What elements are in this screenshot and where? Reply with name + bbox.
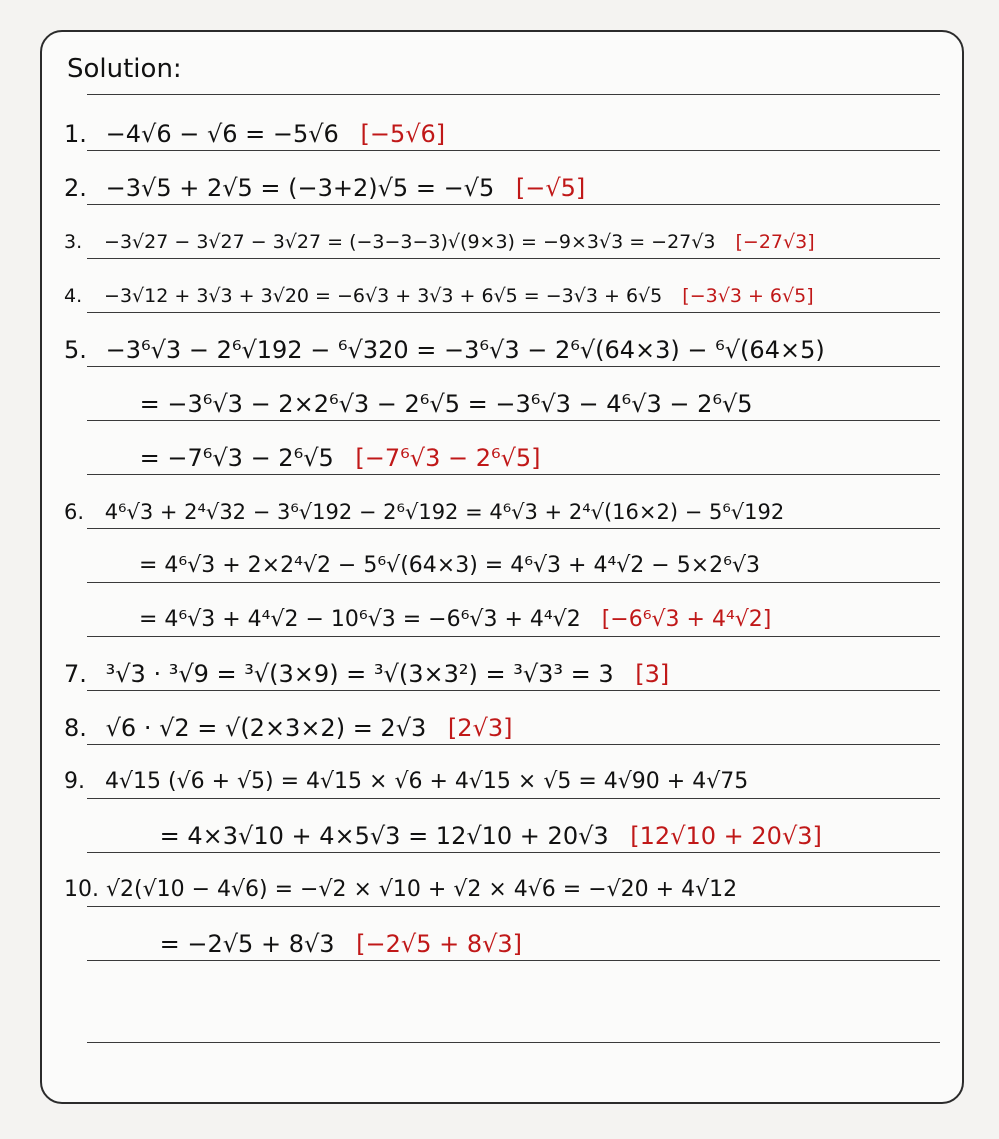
item-number: 1. <box>64 120 87 148</box>
work-expression: 4√15 (√6 + √5) = 4√15 × √6 + 4√15 × √5 = 4√90 + 4√75 <box>105 769 749 794</box>
solution-line-9 <box>64 767 762 797</box>
final-answer: [−3√3 + 6√5] <box>682 285 814 307</box>
item-number: 7. <box>64 660 87 688</box>
solution-line-5c <box>98 443 541 473</box>
ruled-line <box>87 636 940 637</box>
solution-line-5 <box>64 335 839 365</box>
final-answer: [2√3] <box>447 714 513 742</box>
notebook-page <box>40 30 964 1104</box>
ruled-line <box>87 258 940 259</box>
item-number: 4. <box>64 285 83 307</box>
item-number: 8. <box>64 714 87 742</box>
work-expression: −3√12 + 3√3 + 3√20 = −6√3 + 3√3 + 6√5 = −3√3 + 6√5 <box>104 285 663 307</box>
ruled-line <box>87 150 940 151</box>
ruled-line <box>87 960 940 961</box>
solution-line-4 <box>64 281 814 311</box>
solution-line-10 <box>64 875 751 905</box>
ruled-line <box>87 366 940 367</box>
ruled-line <box>87 420 940 421</box>
solution-line-7 <box>64 659 669 689</box>
final-answer: [3] <box>635 660 670 688</box>
final-answer: [12√10 + 20√3] <box>630 822 822 850</box>
ruled-line <box>87 744 940 745</box>
solution-line-9b <box>118 821 822 851</box>
work-expression: = 4⁶√3 + 2×2⁴√2 − 5⁶√(64×3) = 4⁶√3 + 4⁴√2 − 5×2⁶√3 <box>139 553 760 578</box>
ruled-line <box>87 474 940 475</box>
ruled-line <box>87 312 940 313</box>
work-expression: = −2√5 + 8√3 <box>159 930 335 958</box>
final-answer: [−5√6] <box>360 120 446 148</box>
solution-line-1 <box>64 119 445 149</box>
final-answer: [−7⁶√3 − 2⁶√5] <box>355 444 541 472</box>
solution-line-5b <box>98 389 767 419</box>
solution-heading: Solution: <box>67 54 182 84</box>
solution-line-6b <box>98 551 774 581</box>
solution-line-3 <box>64 227 815 257</box>
ruled-line <box>87 528 940 529</box>
work-expression: 4⁶√3 + 2⁴√32 − 3⁶√192 − 2⁶√192 = 4⁶√3 + 2⁴√(16×2) − 5⁶√192 <box>104 500 785 524</box>
item-number: 6. <box>64 500 85 524</box>
item-number: 9. <box>64 769 85 794</box>
solution-line-8 <box>64 713 512 743</box>
work-expression: √2(√10 − 4√6) = −√2 × √10 + √2 × 4√6 = −√20 + 4√12 <box>106 877 738 902</box>
work-expression: = −7⁶√3 − 2⁶√5 <box>139 444 334 472</box>
ruled-line <box>87 1042 940 1043</box>
final-answer: [−√5] <box>515 174 586 202</box>
ruled-line <box>87 204 940 205</box>
item-number: 3. <box>64 231 83 253</box>
ruled-line <box>87 906 940 907</box>
ruled-line <box>87 690 940 691</box>
final-answer: [−27√3] <box>735 231 815 253</box>
ruled-line <box>87 582 940 583</box>
ruled-line <box>87 798 940 799</box>
item-number: 10. <box>64 877 99 902</box>
work-expression: = 4×3√10 + 4×5√3 = 12√10 + 20√3 <box>159 822 609 850</box>
work-expression: √6 · √2 = √(2×3×2) = 2√3 <box>105 714 427 742</box>
ruled-line <box>87 852 940 853</box>
item-number: 2. <box>64 174 87 202</box>
work-expression: −3√5 + 2√5 = (−3+2)√5 = −√5 <box>105 174 495 202</box>
final-answer: [−6⁶√3 + 4⁴√2] <box>601 607 772 632</box>
work-expression: −4√6 − √6 = −5√6 <box>105 120 339 148</box>
work-expression: −3√27 − 3√27 − 3√27 = (−3−3−3)√(9×3) = −9×3√3 = −27√3 <box>104 231 716 253</box>
final-answer: [−2√5 + 8√3] <box>356 930 523 958</box>
work-expression: = 4⁶√3 + 4⁴√2 − 10⁶√3 = −6⁶√3 + 4⁴√2 <box>139 607 581 632</box>
solution-line-2 <box>64 173 585 203</box>
solution-line-6 <box>64 497 798 527</box>
ruled-line <box>87 94 940 95</box>
work-expression: ³√3 · ³√9 = ³√(3×9) = ³√(3×3²) = ³√3³ = 3 <box>105 660 614 688</box>
solution-line-6c <box>98 605 771 635</box>
item-number: 5. <box>64 336 87 364</box>
work-expression: = −3⁶√3 − 2×2⁶√3 − 2⁶√5 = −3⁶√3 − 4⁶√3 − 2⁶√5 <box>139 390 753 418</box>
solution-line-10b <box>118 929 522 959</box>
work-expression: −3⁶√3 − 2⁶√192 − ⁶√320 = −3⁶√3 − 2⁶√(64×3) − ⁶√(64×5) <box>105 336 825 364</box>
